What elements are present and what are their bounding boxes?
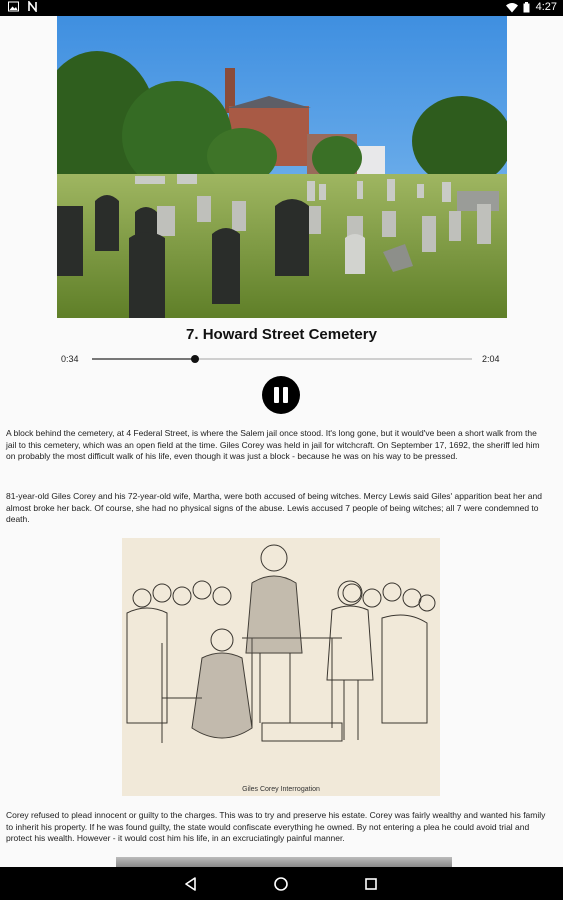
seek-thumb[interactable] — [191, 355, 199, 363]
next-image-partial — [116, 857, 452, 867]
status-bar — [0, 0, 563, 16]
home-icon — [270, 873, 292, 895]
n-notification-icon — [27, 1, 38, 12]
stop-title: 7. Howard Street Cemetery — [186, 326, 377, 343]
back-icon — [180, 873, 202, 895]
paragraph-jail: A block behind the cemetery, at 4 Federal Street, is where the Salem jail once stood. It's long gone, but it would've been a short walk from the jail to this cemetery, which was an open field at the time. Giles Corey was held in jail for witchcraft. On September 17, 1692, the sheriff led him on probably the most difficult walk of his life, even though it was just a block - because he was on his way to be pressed. — [6, 428, 540, 461]
battery-icon — [523, 2, 530, 13]
image-notification-icon — [8, 1, 19, 12]
giles-corey-illustration — [122, 538, 440, 796]
seek-progress — [92, 358, 195, 360]
seek-bar[interactable] — [92, 358, 472, 360]
back-button[interactable] — [180, 873, 202, 895]
paragraph-accusation: 81-year-old Giles Corey and his 72-year-old wife, Martha, were both accused of being witches. Mercy Lewis said Giles' apparition beat her and almost broke her back. Of course, she had no physical signs of the abuse. Lewis accused 7 people of being witches; all 7 were condemned to death. — [6, 491, 542, 524]
recents-icon — [360, 873, 382, 895]
elapsed-time: 0:34 — [61, 354, 79, 364]
audio-player — [0, 350, 563, 370]
figure-caption: Giles Corey Interrogation — [242, 786, 320, 793]
cemetery-photo — [57, 16, 507, 318]
home-button[interactable] — [270, 873, 292, 895]
clock: 4:27 — [535, 1, 557, 13]
wifi-icon — [506, 2, 517, 13]
duration-time: 2:04 — [482, 354, 500, 364]
pause-button[interactable] — [262, 376, 300, 414]
navigation-bar — [0, 867, 563, 900]
paragraph-plea: Corey refused to plead innocent or guilty to the charges. This was to try and preserve his estate. Corey was fairly wealthy and wanted his family to inherit his property. If he was found guilty, the state would confiscate everything he owned. By not entering a plea he could avoid trial and protect his wealth. However - it would cost him his life, in an excruciatingly painful manner. — [6, 810, 546, 843]
recents-button[interactable] — [360, 873, 382, 895]
